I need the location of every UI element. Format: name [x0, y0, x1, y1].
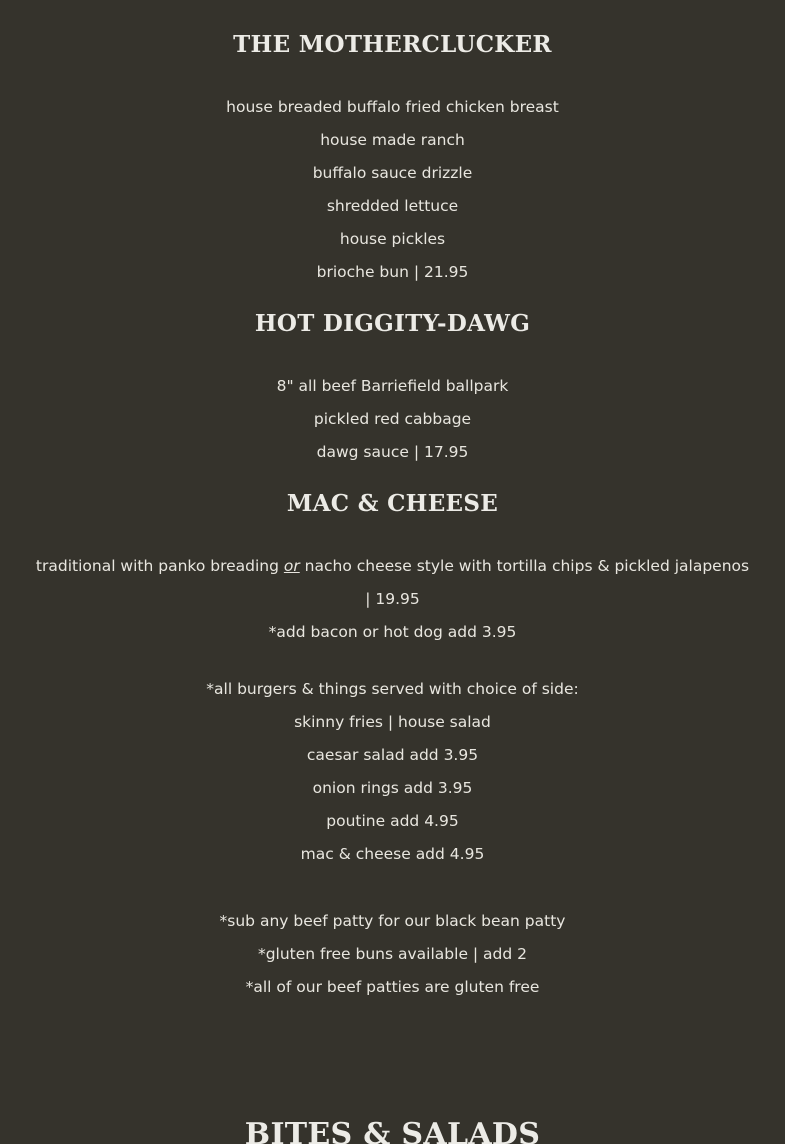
- section-title: THE MOTHERCLUCKER: [233, 31, 552, 58]
- menu-line: house breaded buffalo fried chicken breast: [226, 98, 559, 116]
- menu-line: pickled red cabbage: [313, 410, 472, 428]
- item-list: [0, 91, 785, 289]
- side-option: onion rings add 3.95: [312, 779, 473, 797]
- side-option: poutine add 4.95: [326, 812, 459, 830]
- section-title: MAC & CHEESE: [286, 490, 499, 517]
- menu-line: shredded lettuce: [326, 197, 459, 215]
- menu-line: house pickles: [339, 230, 446, 248]
- sides-intro: *all burgers & things served with choice of side:: [206, 680, 579, 698]
- mac-desc-nacho: nacho cheese style with tortilla chips & pickled jalapenos | 19.95: [299, 557, 750, 608]
- dietary-notes: [0, 905, 785, 1004]
- side-option: caesar salad add 3.95: [306, 746, 479, 764]
- mac-desc-or: or: [283, 557, 300, 575]
- item-list: [0, 370, 785, 469]
- section-title: HOT DIGGITY-DAWG: [254, 310, 531, 337]
- item-list: [0, 550, 785, 649]
- menu-section-mothercluker: [0, 33, 785, 289]
- note-line: *sub any beef patty for our black bean patty: [219, 912, 566, 930]
- side-option: skinny fries | house salad: [294, 713, 491, 731]
- mac-description: [33, 550, 753, 616]
- mac-desc-traditional: traditional with panko breading: [35, 557, 284, 575]
- menu-line-price: dawg sauce | 17.95: [316, 443, 469, 461]
- menu-line: buffalo sauce drizzle: [312, 164, 473, 182]
- menu-line: 8" all beef Barriefield ballpark: [276, 377, 509, 395]
- note-line: *all of our beef patties are gluten free: [245, 978, 540, 996]
- mac-addon: *add bacon or hot dog add 3.95: [268, 623, 517, 641]
- next-section-title: BITES & SALADS: [244, 1117, 541, 1144]
- note-line: *gluten free buns available | add 2: [257, 945, 528, 963]
- menu-section-hot-diggity-dawg: [0, 312, 785, 469]
- menu-section-mac-and-cheese: [0, 492, 785, 649]
- side-option: mac & cheese add 4.95: [300, 845, 485, 863]
- menu-line-price: brioche bun | 21.95: [316, 263, 469, 281]
- sides-info: [0, 673, 785, 871]
- menu-line: house made ranch: [320, 131, 465, 149]
